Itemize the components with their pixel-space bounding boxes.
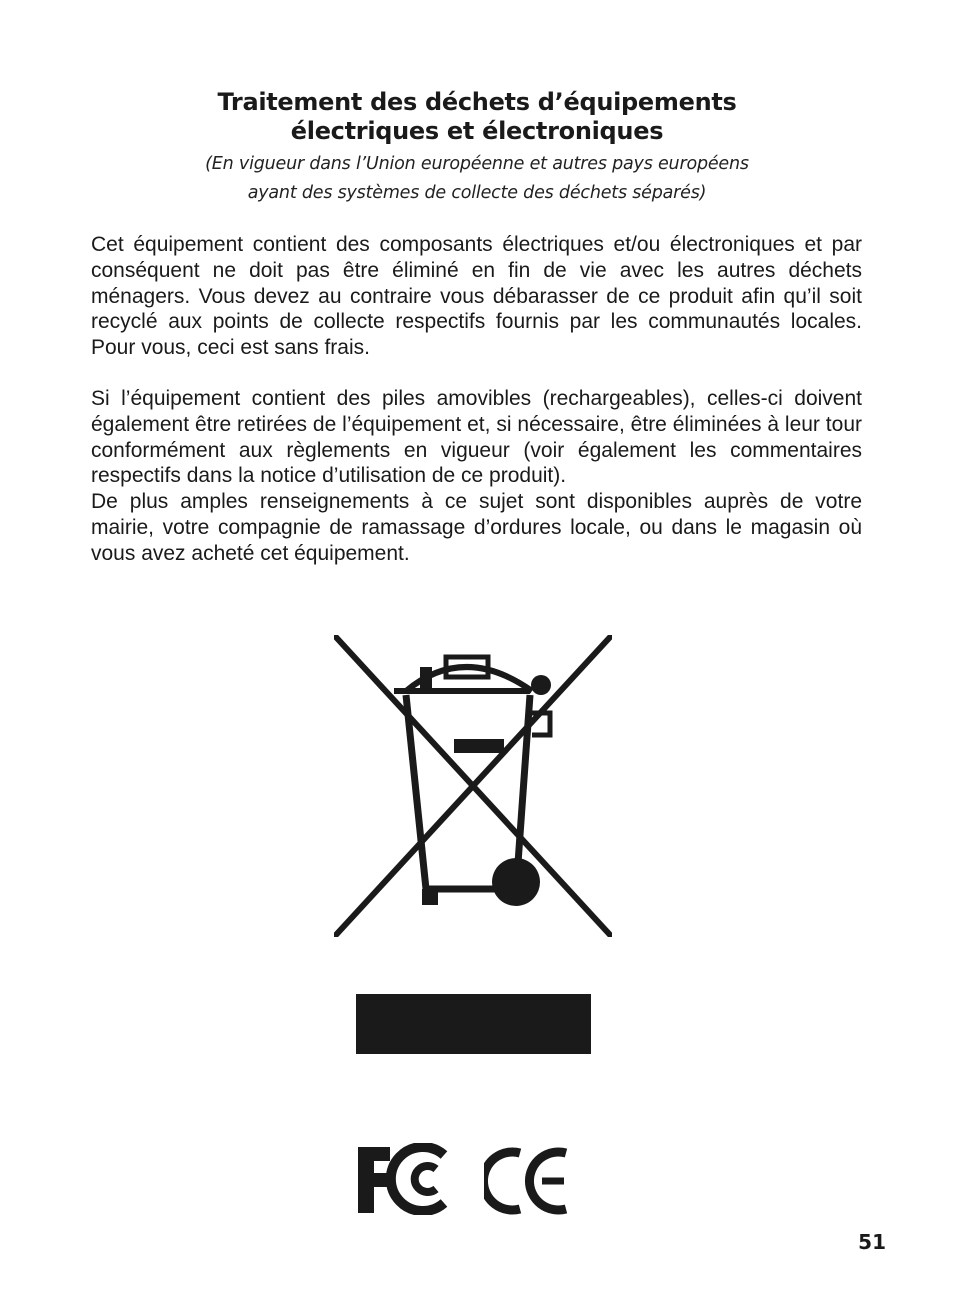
paragraph-1-text: Cet équipement contient des composants électriques et/ou électroniques et par conséquent ne doit pas être éliminé en fin de vie avec les autres déchets ménagers. Vous devez au contraire vous débarasser de ce produit afin qu’il soit recyclé aux points de collecte respectifs fournis par les communautés locales. Pour vous, ceci est sans frais.: [91, 233, 862, 360]
paragraph-3-text: De plus amples renseignements à ce sujet sont disponibles auprès de votre mairie, votre compagnie de ramassage d’ordures locale, ou dans le magasin où vous avez acheté cet équipement.: [91, 490, 862, 565]
subtitle-line-2: ayant des systèmes de collecte des déchets séparés): [247, 183, 707, 203]
page-title: [0, 88, 954, 146]
fcc-mark-icon: [356, 1143, 448, 1215]
ce-mark-icon: [484, 1146, 570, 1216]
body-paragraph-1: [91, 232, 862, 361]
page-number: 51: [858, 1230, 886, 1254]
subtitle-line-1: (En vigueur dans l’Union européenne et autres pays européens: [205, 154, 749, 174]
page-subtitle: [0, 150, 954, 208]
title-line-1: Traitement des déchets d’équipements: [217, 88, 737, 116]
crossed-out-wheelie-bin-icon: [334, 635, 612, 937]
body-paragraph-2: [91, 386, 862, 567]
title-line-2: électriques et électroniques: [290, 117, 664, 145]
paragraph-2-text: Si l’équipement contient des piles amovibles (rechargeables), celles-ci doivent également être retirées de l’équipement et, si nécessaire, être éliminées à leur tour conformément aux règlements en vigueur (voir également les commentaires respectifs dans la notice d’utilisation de ce produit).: [91, 387, 862, 488]
black-bar: [356, 994, 591, 1054]
